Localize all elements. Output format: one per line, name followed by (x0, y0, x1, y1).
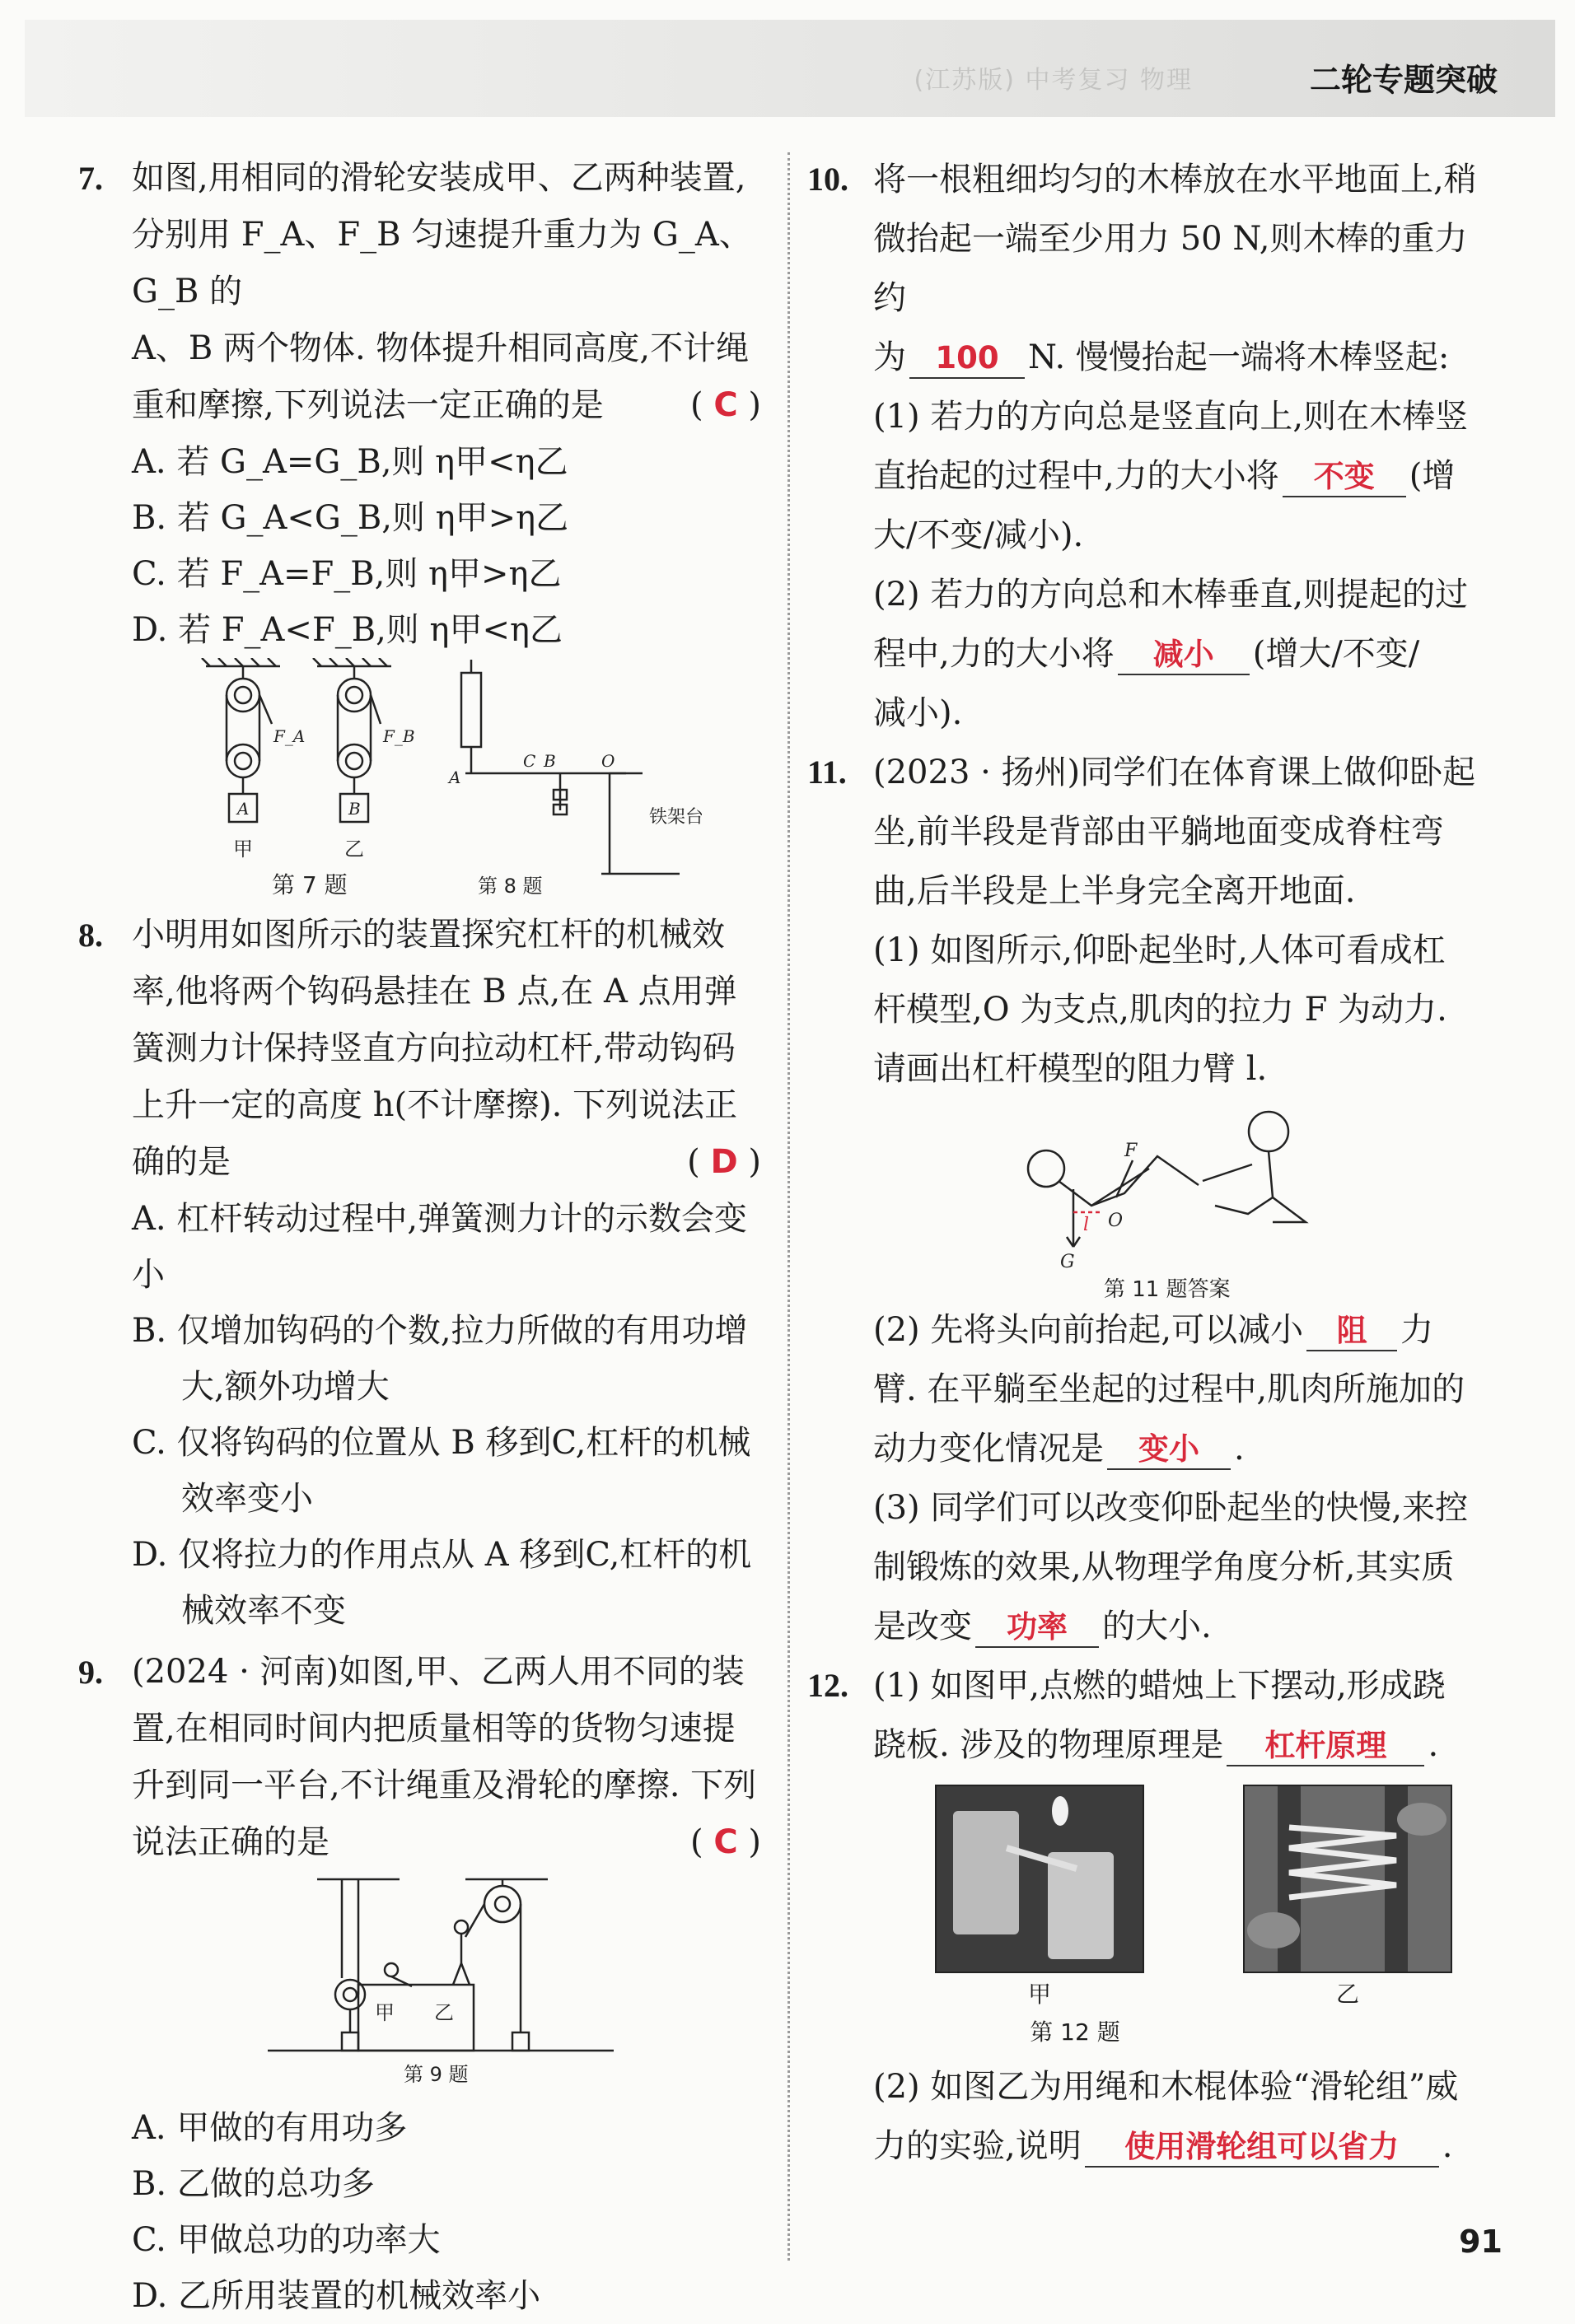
option: A. 甲做的有用功多 (132, 2109, 408, 2147)
gravity-g-label: G (1060, 1252, 1075, 1272)
answer: D (710, 1143, 738, 1181)
option: A. 若 G_A=G_B,则 η甲<η乙 (132, 443, 568, 481)
platform-jia-label: 甲 (375, 2001, 395, 2024)
page-number: 91 (1459, 2224, 1503, 2260)
option: C. 甲做总功的功率大 (132, 2221, 441, 2259)
sub-line: 动力变化情况是 变小 . (873, 1419, 1495, 1478)
photo-jia-label: 甲 (1027, 1981, 1051, 2008)
photo-yi-label: 乙 (1335, 1981, 1359, 2008)
column-divider (788, 152, 790, 2261)
answer-blank: 阻 (1306, 1312, 1397, 1351)
option-cont: 大,额外功增大 (181, 1368, 390, 1406)
fb-label: F_B (383, 726, 415, 746)
figures-7-8 (115, 658, 766, 897)
answer-paren: ( C ) (689, 386, 761, 424)
question-number: 9. (78, 1654, 103, 1691)
right-column (807, 150, 1495, 2176)
point-o-label: O (601, 751, 615, 771)
left-column (78, 150, 766, 2324)
stem-line: (2024 · 河南)如图,甲、乙两人用不同的装 (132, 1653, 745, 1691)
answer-blank: 使用滑轮组可以省力 (1085, 2128, 1439, 2168)
point-c-label: C (523, 751, 536, 771)
fa-label: F_A (273, 726, 306, 746)
option: B. 乙做的总功多 (132, 2165, 375, 2203)
sub-line: 程中,力的大小将 减小 (增大/不变/ (873, 624, 1495, 684)
block-a-label: A (237, 799, 250, 819)
answer-blank: 功率 (975, 1608, 1099, 1648)
platform-yi-label: 乙 (434, 2001, 454, 2024)
figure-9-caption: 第 9 题 (404, 2063, 469, 2086)
answer: C (713, 386, 738, 424)
option: B. 若 G_A<G_B,则 η甲>η乙 (132, 499, 569, 537)
stem-line: 为 100 N. 慢慢抬起一端将木棒竖起: (873, 328, 1495, 387)
question-number: 11. (807, 754, 847, 791)
block-b-label: B (348, 799, 361, 819)
figure-9 (132, 1871, 766, 2093)
question-7 (78, 150, 766, 434)
stem-line: 如图,用相同的滑轮安装成甲、乙两种装置, (132, 159, 746, 197)
candle-cups-photo (935, 1785, 1144, 1973)
stem-line: (1) 如图甲,点燃的蜡烛上下摆动,形成跷 (873, 1667, 1446, 1705)
fig-jia-label: 甲 (233, 838, 253, 861)
stem-line: A、B 两个物体. 物体提升相同高度,不计绳 (132, 329, 750, 367)
question-number: 8. (78, 917, 103, 954)
sub-line: 减小). (873, 694, 963, 732)
stem-line: 簧测力计保持竖直方向拉动杠杆,带动钩码 (132, 1029, 736, 1067)
figure-12 (935, 1785, 1495, 2016)
question-11 (807, 743, 1495, 1099)
answer-blank: 杠杆原理 (1227, 1727, 1424, 1766)
stem-line: 分别用 F_A、F_B 匀速提升重力为 G_A、G_B 的 (132, 216, 752, 310)
photo-jia-block (935, 1785, 1144, 2016)
option: D. 若 F_A<F_B,则 η甲<η乙 (132, 611, 563, 649)
figure-7-caption: 第 7 题 (272, 871, 348, 897)
pulley-platform-figure (218, 1871, 680, 2093)
sub-line: (3) 同学们可以改变仰卧起坐的快慢,来控 (873, 1489, 1469, 1527)
sub-line: 请画出杠杆模型的阻力臂 l. (873, 1050, 1268, 1088)
sub-line: 是改变 功率 的大小. (873, 1597, 1495, 1656)
answer: C (713, 1823, 738, 1861)
figure-12-caption: 第 12 题 (1030, 2018, 1120, 2046)
stem-line: 确的是 ( D ) (132, 1134, 766, 1191)
pulley-lever-figure (115, 658, 766, 897)
question-10 (807, 150, 1495, 743)
stem-line: (2023 · 扬州)同学们在体育课上做仰卧起 (873, 754, 1476, 791)
arm-l-label: l (1083, 1215, 1090, 1235)
question-number: 10. (807, 161, 848, 198)
answer-paren: ( D ) (687, 1143, 761, 1181)
pivot-o-label: O (1108, 1211, 1124, 1231)
stem-line: 升到同一平台,不计绳重及滑轮的摩擦. 下列 (132, 1766, 757, 1804)
stem-line: 曲,后半段是上半身完全离开地面. (873, 872, 1356, 910)
stem-line: 将一根粗细均匀的木棒放在水平地面上,稍 (873, 161, 1477, 198)
figure-8-caption: 第 8 题 (478, 875, 543, 897)
point-b-label: B (544, 751, 556, 771)
answer-paren: ( C ) (689, 1823, 761, 1861)
question-12 (807, 1656, 1495, 1775)
point-a-label: A (449, 768, 461, 787)
answer-blank: 100 (909, 339, 1025, 379)
question-number: 12. (807, 1667, 848, 1704)
sit-up-figure (886, 1099, 1462, 1300)
option: D. 仅将拉力的作用点从 A 移到C,杠杆的机 (132, 1536, 752, 1574)
stem-line: 上升一定的高度 h(不计摩擦). 下列说法正 (132, 1086, 738, 1124)
stem-line: 率,他将两个钩码悬挂在 B 点,在 A 点用弹 (132, 973, 737, 1010)
option-cont: 效率变小 (181, 1480, 313, 1518)
question-11-part-2 (811, 1300, 1495, 1656)
answer-blank: 不变 (1283, 458, 1406, 497)
page-header (25, 20, 1555, 117)
sub-line: (1) 如图所示,仰卧起坐时,人体可看成杠 (873, 931, 1446, 969)
sub-line: 大/不变/减小). (873, 516, 1084, 554)
stem-line: 重和摩擦,下列说法一定正确的是 ( C ) (132, 377, 766, 434)
question-9 (78, 1644, 766, 1871)
sub-line: 杆模型,O 为支点,肌肉的拉力 F 为动力. (873, 991, 1447, 1029)
header-faded-text: (江苏版) 中考复习 物理 (914, 66, 1193, 95)
sub-line: (2) 先将头向前抬起,可以减小 阻 力 (873, 1300, 1495, 1360)
question-number: 7. (78, 160, 103, 197)
stem-line: 说法正确的是 ( C ) (132, 1814, 766, 1871)
stem-line: 小明用如图所示的装置探究杠杆的机械效 (132, 916, 725, 954)
header-title: 二轮专题突破 (1309, 62, 1498, 98)
sub-line: 制锻炼的效果,从物理学角度分析,其实质 (873, 1548, 1455, 1586)
option: D. 乙所用装置的机械效率小 (132, 2277, 541, 2315)
stem-line: 坐,前半段是背部由平躺地面变成脊柱弯 (873, 813, 1444, 851)
sub-line: 力的实验,说明 使用滑轮组可以省力 . (873, 2116, 1495, 2176)
force-f-label: F (1124, 1141, 1138, 1161)
answer-blank: 变小 (1107, 1430, 1231, 1470)
option: A. 杠杆转动过程中,弹簧测力计的示数会变小 (132, 1200, 748, 1294)
stem-line: 微抬起一端至少用力 50 N,则木棒的重力约 (873, 220, 1468, 317)
photo-yi-block (1243, 1785, 1452, 2016)
option: B. 仅增加钩码的个数,拉力所做的有用功增 (132, 1312, 748, 1350)
answer-blank: 减小 (1118, 636, 1250, 675)
sub-line: (2) 若力的方向总和木棒垂直,则提起的过 (873, 576, 1469, 614)
sub-line: (1) 若力的方向总是竖直向上,则在木棒竖 (873, 398, 1469, 436)
iron-stand-label: 铁架台 (649, 807, 704, 828)
option: C. 仅将钩码的位置从 B 移到C,杠杆的机械 (132, 1424, 751, 1462)
sub-line: 直抬起的过程中,力的大小将 不变 (增 (873, 446, 1495, 506)
question-12-part-2 (811, 2057, 1495, 2176)
option-cont: 械效率不变 (181, 1592, 346, 1630)
sub-line: (2) 如图乙为用绳和木棍体验“滑轮组”威 (873, 2068, 1459, 2106)
figure-11 (853, 1099, 1495, 1300)
stem-line: 置,在相同时间内把质量相等的货物匀速提 (132, 1710, 736, 1748)
figure-11-caption: 第 11 题答案 (1104, 1277, 1231, 1300)
rope-sticks-photo (1243, 1785, 1452, 1973)
fig-yi-label: 乙 (344, 838, 364, 861)
question-8 (78, 907, 766, 1191)
option: C. 若 F_A=F_B,则 η甲>η乙 (132, 555, 562, 593)
stem-line: 跷板. 涉及的物理原理是 杠杆原理 . (873, 1715, 1495, 1775)
sub-line: 臂. 在平躺至坐起的过程中,肌肉所施加的 (873, 1370, 1465, 1408)
